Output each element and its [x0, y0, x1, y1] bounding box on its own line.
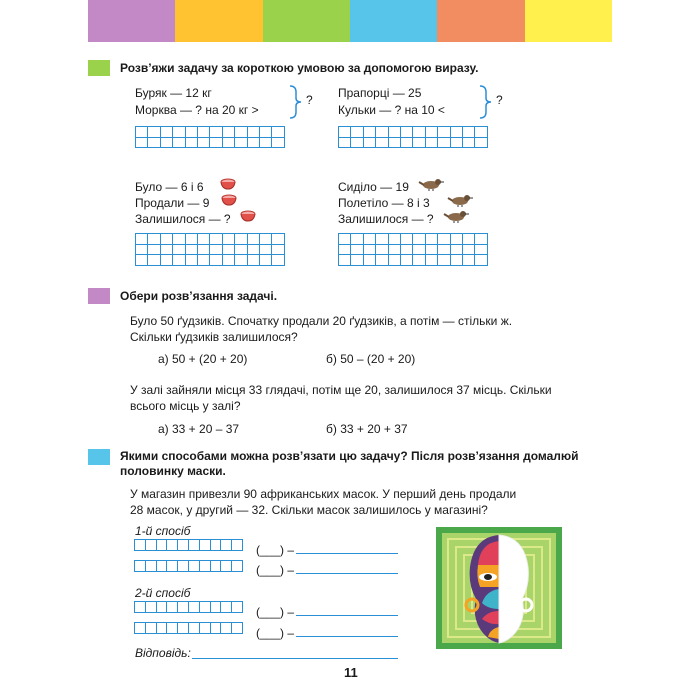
- grid-cell[interactable]: [157, 561, 168, 572]
- task1b-line1: Прапорці — 25: [338, 86, 422, 100]
- grid-cell[interactable]: [426, 234, 438, 245]
- grid-cell[interactable]: [451, 127, 463, 138]
- grid-cell[interactable]: [178, 561, 189, 572]
- bowl-icon: [220, 178, 236, 191]
- task2-problem1-line1: Було 50 ґудзиків. Спочатку продали 20 ґудзиків, а потім — стільки ж.: [130, 314, 513, 328]
- answer-label: Відповідь:: [135, 646, 191, 660]
- grid-cell[interactable]: [223, 255, 235, 266]
- task3-title-line2: половинку маски.: [120, 464, 226, 478]
- grid-cell[interactable]: [426, 127, 438, 138]
- grid-cell[interactable]: [161, 255, 173, 266]
- way2-answer-line-2[interactable]: [296, 636, 398, 637]
- grid-cell[interactable]: [401, 234, 413, 245]
- grid-cell[interactable]: [339, 127, 351, 138]
- grid-cell[interactable]: [136, 255, 148, 266]
- grid-cell[interactable]: [438, 127, 450, 138]
- grid-cell[interactable]: [211, 623, 222, 634]
- grid-cell[interactable]: [157, 623, 168, 634]
- grid-cell[interactable]: [339, 245, 351, 256]
- grid-cell[interactable]: [210, 127, 222, 138]
- grid-cell[interactable]: [223, 138, 235, 149]
- way1-grid-1[interactable]: [134, 539, 243, 551]
- grid-cell[interactable]: [389, 255, 401, 266]
- grid-cell[interactable]: [148, 234, 160, 245]
- task1a-answer-grid[interactable]: [135, 126, 285, 148]
- grid-cell[interactable]: [189, 623, 200, 634]
- task2-marker: [88, 288, 110, 304]
- grid-cell[interactable]: [248, 127, 260, 138]
- way1-answer-line-1[interactable]: [296, 553, 398, 554]
- grid-cell[interactable]: [401, 255, 413, 266]
- grid-cell[interactable]: [351, 127, 363, 138]
- grid-cell[interactable]: [186, 234, 198, 245]
- bowl-icon: [221, 194, 237, 207]
- grid-cell[interactable]: [272, 127, 284, 138]
- task1a-line1: Буряк — 12 кг: [135, 86, 212, 100]
- grid-cell[interactable]: [339, 255, 351, 266]
- task3-problem-line1: У магазин привезли 90 африканських масок. У перший день продали: [130, 487, 517, 501]
- grid-cell[interactable]: [146, 623, 157, 634]
- grid-cell[interactable]: [438, 245, 450, 256]
- task2-title: Обери розв’язання задачі.: [120, 289, 278, 303]
- grid-cell[interactable]: [210, 245, 222, 256]
- grid-cell[interactable]: [211, 602, 222, 613]
- grid-cell[interactable]: [200, 623, 211, 634]
- color-stripe-header: [88, 0, 612, 42]
- grid-cell[interactable]: [146, 602, 157, 613]
- grid-cell[interactable]: [389, 234, 401, 245]
- grid-cell[interactable]: [167, 540, 178, 551]
- grid-cell[interactable]: [451, 245, 463, 256]
- grid-cell[interactable]: [161, 234, 173, 245]
- grid-cell[interactable]: [376, 234, 388, 245]
- grid-cell[interactable]: [189, 540, 200, 551]
- task2-problem1-option-b[interactable]: б) 50 – (20 + 20): [326, 352, 416, 366]
- grid-cell[interactable]: [161, 245, 173, 256]
- task1-marker: [88, 60, 110, 76]
- grid-cell[interactable]: [210, 138, 222, 149]
- page-number: 11: [344, 665, 358, 680]
- grid-cell[interactable]: [178, 602, 189, 613]
- grid-cell[interactable]: [389, 127, 401, 138]
- way2-label: 2-й спосіб: [135, 586, 191, 600]
- stripe-6: [525, 0, 612, 42]
- grid-cell[interactable]: [389, 138, 401, 149]
- task1c-line2: Продали — 9: [135, 196, 210, 210]
- grid-cell[interactable]: [451, 255, 463, 266]
- grid-cell[interactable]: [210, 255, 222, 266]
- grid-cell[interactable]: [339, 138, 351, 149]
- grid-cell[interactable]: [426, 138, 438, 149]
- grid-cell[interactable]: [364, 245, 376, 256]
- grid-cell[interactable]: [146, 540, 157, 551]
- grid-cell[interactable]: [136, 234, 148, 245]
- way2-grid-2[interactable]: [134, 622, 243, 634]
- grid-cell[interactable]: [272, 138, 284, 149]
- stripe-4: [350, 0, 437, 42]
- grid-cell[interactable]: [200, 602, 211, 613]
- grid-cell[interactable]: [463, 127, 475, 138]
- grid-cell[interactable]: [351, 138, 363, 149]
- way2-answer-line-1[interactable]: [296, 615, 398, 616]
- grid-cell[interactable]: [178, 540, 189, 551]
- grid-cell[interactable]: [339, 234, 351, 245]
- grid-cell[interactable]: [198, 255, 210, 266]
- task3-problem-line2: 28 масок, у другий — 32. Скільки масок залишилось у магазині?: [130, 503, 488, 517]
- grid-cell[interactable]: [135, 540, 146, 551]
- grid-cell[interactable]: [136, 138, 148, 149]
- grid-cell[interactable]: [221, 602, 232, 613]
- grid-cell[interactable]: [351, 245, 363, 256]
- grid-cell[interactable]: [401, 127, 413, 138]
- way2-blank-1[interactable]: (___) –: [256, 605, 295, 619]
- grid-cell[interactable]: [235, 234, 247, 245]
- grid-cell[interactable]: [148, 245, 160, 256]
- grid-cell[interactable]: [235, 127, 247, 138]
- grid-cell[interactable]: [235, 255, 247, 266]
- grid-cell[interactable]: [189, 561, 200, 572]
- grid-cell[interactable]: [426, 255, 438, 266]
- grid-cell[interactable]: [167, 623, 178, 634]
- grid-cell[interactable]: [413, 234, 425, 245]
- grid-cell[interactable]: [186, 127, 198, 138]
- grid-cell[interactable]: [413, 245, 425, 256]
- grid-cell[interactable]: [136, 127, 148, 138]
- grid-cell[interactable]: [232, 602, 243, 613]
- grid-cell[interactable]: [186, 245, 198, 256]
- grid-cell[interactable]: [426, 245, 438, 256]
- grid-cell[interactable]: [364, 127, 376, 138]
- task1b-answer-grid[interactable]: [338, 126, 488, 148]
- task1a-line2: Морква — ? на 20 кг >: [135, 103, 259, 117]
- grid-cell[interactable]: [248, 255, 260, 266]
- grid-cell[interactable]: [135, 623, 146, 634]
- grid-cell[interactable]: [148, 138, 160, 149]
- grid-cell[interactable]: [235, 245, 247, 256]
- grid-cell[interactable]: [173, 245, 185, 256]
- grid-cell[interactable]: [189, 602, 200, 613]
- grid-cell[interactable]: [248, 234, 260, 245]
- grid-cell[interactable]: [186, 255, 198, 266]
- task3-marker: [88, 449, 110, 465]
- bowl-icon: [240, 210, 256, 223]
- grid-cell[interactable]: [198, 234, 210, 245]
- grid-cell[interactable]: [198, 138, 210, 149]
- grid-cell[interactable]: [198, 245, 210, 256]
- grid-cell[interactable]: [211, 561, 222, 572]
- task3-title-line1: Якими способами можна розв’язати цю задачу? Після розв’язання домалюй: [120, 449, 579, 463]
- task1a-question: ?: [306, 93, 313, 107]
- grid-cell[interactable]: [376, 127, 388, 138]
- african-mask-icon: [436, 527, 562, 649]
- grid-cell[interactable]: [463, 138, 475, 149]
- task2-problem2-line1: У залі зайняли місця 33 глядачі, потім ще 20, залишилося 37 місць. Скільки: [130, 383, 552, 397]
- task1d-answer-grid[interactable]: [338, 233, 488, 266]
- grid-cell[interactable]: [438, 255, 450, 266]
- grid-cell[interactable]: [463, 245, 475, 256]
- grid-cell[interactable]: [223, 234, 235, 245]
- grid-cell[interactable]: [376, 245, 388, 256]
- grid-cell[interactable]: [475, 255, 487, 266]
- brace-icon: [478, 84, 494, 120]
- grid-cell[interactable]: [438, 138, 450, 149]
- grid-cell[interactable]: [401, 245, 413, 256]
- grid-cell[interactable]: [272, 255, 284, 266]
- grid-cell[interactable]: [148, 255, 160, 266]
- grid-cell[interactable]: [475, 138, 487, 149]
- grid-cell[interactable]: [135, 561, 146, 572]
- grid-cell[interactable]: [438, 234, 450, 245]
- way1-label: 1-й спосіб: [135, 524, 191, 538]
- grid-cell[interactable]: [364, 234, 376, 245]
- task1d-line2: Полетіло — 8 і 3: [338, 196, 430, 210]
- task2-problem1-option-a[interactable]: а) 50 + (20 + 20): [158, 352, 248, 366]
- grid-cell[interactable]: [475, 127, 487, 138]
- way1-blank-1[interactable]: (___) –: [256, 543, 295, 557]
- bird-icon: [447, 192, 475, 208]
- grid-cell[interactable]: [401, 138, 413, 149]
- stripe-1: [88, 0, 175, 42]
- grid-cell[interactable]: [413, 255, 425, 266]
- grid-cell[interactable]: [235, 138, 247, 149]
- grid-cell[interactable]: [260, 245, 272, 256]
- grid-cell[interactable]: [260, 138, 272, 149]
- grid-cell[interactable]: [186, 138, 198, 149]
- grid-cell[interactable]: [148, 127, 160, 138]
- grid-cell[interactable]: [221, 561, 232, 572]
- way1-grid-2[interactable]: [134, 560, 243, 572]
- grid-cell[interactable]: [136, 245, 148, 256]
- grid-cell[interactable]: [260, 127, 272, 138]
- grid-cell[interactable]: [210, 234, 222, 245]
- grid-cell[interactable]: [221, 623, 232, 634]
- grid-cell[interactable]: [475, 245, 487, 256]
- grid-cell[interactable]: [260, 255, 272, 266]
- grid-cell[interactable]: [451, 138, 463, 149]
- grid-cell[interactable]: [376, 138, 388, 149]
- grid-cell[interactable]: [376, 255, 388, 266]
- grid-cell[interactable]: [146, 561, 157, 572]
- grid-cell[interactable]: [272, 245, 284, 256]
- grid-cell[interactable]: [413, 138, 425, 149]
- task2-problem1-line2: Скільки ґудзиків залишилося?: [130, 330, 298, 344]
- grid-cell[interactable]: [364, 255, 376, 266]
- way2-grid-1[interactable]: [134, 601, 243, 613]
- task1c-answer-grid[interactable]: [135, 233, 285, 266]
- way2-blank-2[interactable]: (___) –: [256, 626, 295, 640]
- grid-cell[interactable]: [351, 255, 363, 266]
- grid-cell[interactable]: [463, 255, 475, 266]
- way1-blank-2[interactable]: (___) –: [256, 563, 295, 577]
- grid-cell[interactable]: [161, 138, 173, 149]
- way1-answer-line-2[interactable]: [296, 573, 398, 574]
- grid-cell[interactable]: [475, 234, 487, 245]
- grid-cell[interactable]: [223, 245, 235, 256]
- grid-cell[interactable]: [232, 561, 243, 572]
- task1b-question: ?: [496, 93, 503, 107]
- grid-cell[interactable]: [173, 255, 185, 266]
- grid-cell[interactable]: [364, 138, 376, 149]
- grid-cell[interactable]: [161, 127, 173, 138]
- grid-cell[interactable]: [178, 623, 189, 634]
- stripe-2: [175, 0, 262, 42]
- task1d-line1: Сиділо — 19: [338, 180, 409, 194]
- stripe-5: [437, 0, 524, 42]
- grid-cell[interactable]: [167, 561, 178, 572]
- brace-icon: [288, 84, 304, 120]
- grid-cell[interactable]: [157, 540, 168, 551]
- grid-cell[interactable]: [248, 245, 260, 256]
- task1c-line1: Було — 6 і 6: [135, 180, 204, 194]
- answer-line[interactable]: [192, 658, 398, 659]
- task2-problem2-line2: всього місць у залі?: [130, 399, 241, 413]
- grid-cell[interactable]: [167, 602, 178, 613]
- grid-cell[interactable]: [272, 234, 284, 245]
- grid-cell[interactable]: [135, 602, 146, 613]
- grid-cell[interactable]: [248, 138, 260, 149]
- grid-cell[interactable]: [173, 127, 185, 138]
- bird-icon: [443, 208, 471, 224]
- grid-cell[interactable]: [173, 138, 185, 149]
- grid-cell[interactable]: [351, 234, 363, 245]
- grid-cell[interactable]: [223, 127, 235, 138]
- grid-cell[interactable]: [451, 234, 463, 245]
- task1-title: Розв’яжи задачу за короткою умовою за допомогою виразу.: [120, 61, 479, 75]
- grid-cell[interactable]: [200, 540, 211, 551]
- task2-problem2-option-a[interactable]: а) 33 + 20 – 37: [158, 422, 240, 436]
- grid-cell[interactable]: [413, 127, 425, 138]
- grid-cell[interactable]: [157, 602, 168, 613]
- stripe-3: [263, 0, 350, 42]
- grid-cell[interactable]: [389, 245, 401, 256]
- task1c-line3: Залишилося — ?: [135, 212, 231, 226]
- grid-cell[interactable]: [173, 234, 185, 245]
- task1d-line3: Залишилося — ?: [338, 212, 434, 226]
- grid-cell[interactable]: [232, 623, 243, 634]
- grid-cell[interactable]: [198, 127, 210, 138]
- bird-icon: [418, 176, 446, 192]
- grid-cell[interactable]: [260, 234, 272, 245]
- task2-problem2-option-b[interactable]: б) 33 + 20 + 37: [326, 422, 408, 436]
- task1b-line2: Кульки — ? на 10 <: [338, 103, 445, 117]
- grid-cell[interactable]: [200, 561, 211, 572]
- grid-cell[interactable]: [221, 540, 232, 551]
- grid-cell[interactable]: [211, 540, 222, 551]
- grid-cell[interactable]: [232, 540, 243, 551]
- grid-cell[interactable]: [463, 234, 475, 245]
